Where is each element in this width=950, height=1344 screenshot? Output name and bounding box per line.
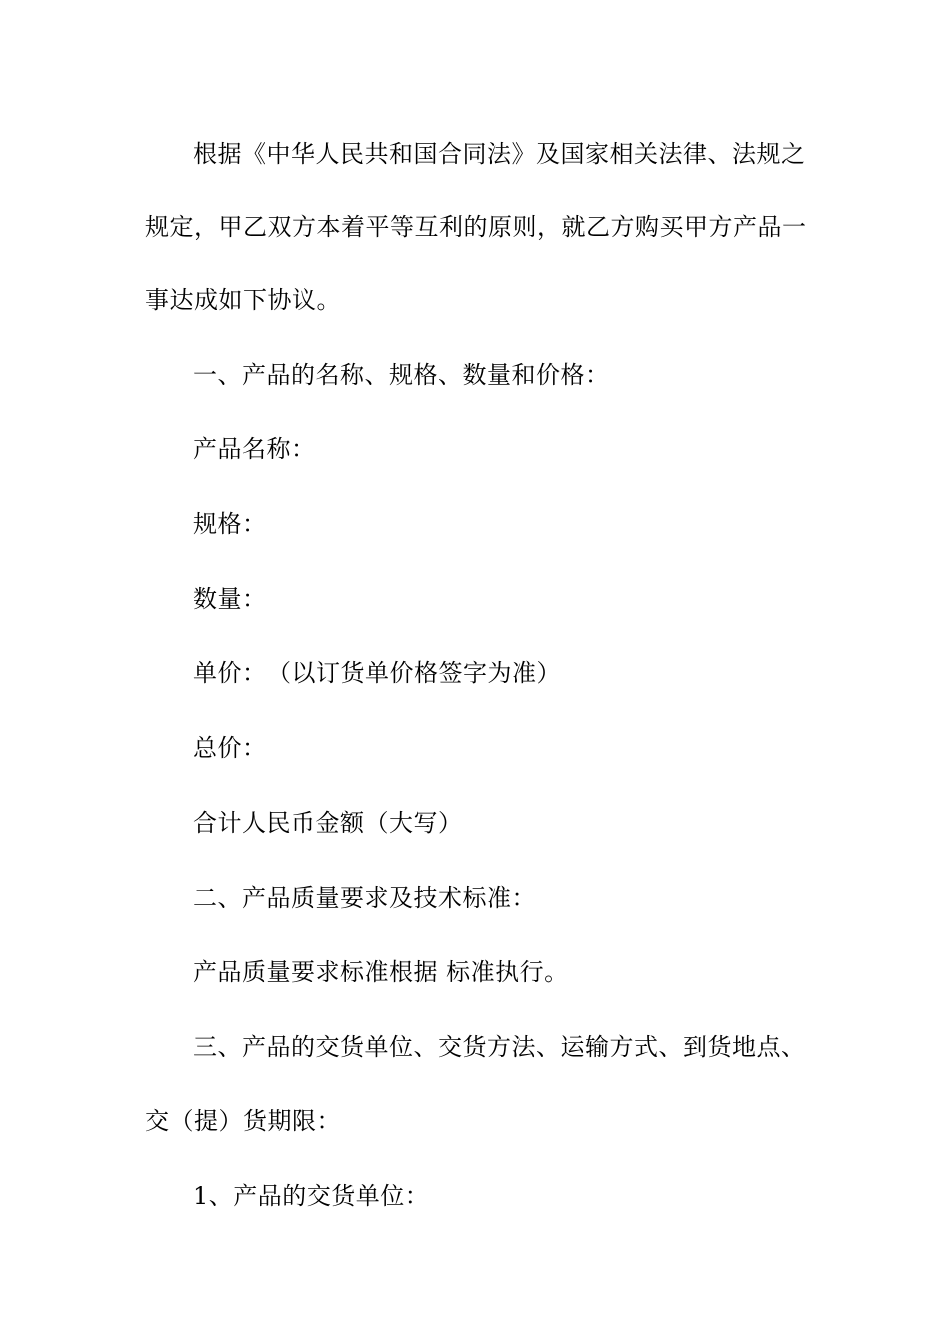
product-name-label: 产品名称： <box>193 435 316 463</box>
section3-heading-line-2: 交（提）货期限： <box>145 1107 341 1135</box>
spec-label: 规格： <box>193 510 267 538</box>
preamble-line-1: 根据《中华人民共和国合同法》及国家相关法律、法规之 <box>193 140 806 168</box>
section1-heading: 一、产品的名称、规格、数量和价格： <box>193 361 610 389</box>
quantity-label: 数量： <box>193 585 267 613</box>
section2-heading: 二、产品质量要求及技术标准： <box>193 884 536 912</box>
preamble-line-3: 事达成如下协议。 <box>145 286 341 314</box>
preamble-line-2: 规定，甲乙双方本着平等互利的原则，就乙方购买甲方产品一 <box>145 213 807 241</box>
unit-price-label: 单价： （以订货单价格签字为准） <box>193 659 561 687</box>
section2-body: 产品质量要求标准根据 标准执行。 <box>193 958 569 986</box>
section3-item-1: 1、产品的交货单位： <box>193 1182 430 1210</box>
total-rmb-label: 合计人民币金额（大写） <box>193 809 463 837</box>
section3-heading-line-1: 三、产品的交货单位、交货方法、运输方式、到货地点、 <box>193 1033 806 1061</box>
total-price-label: 总价： <box>193 734 267 762</box>
